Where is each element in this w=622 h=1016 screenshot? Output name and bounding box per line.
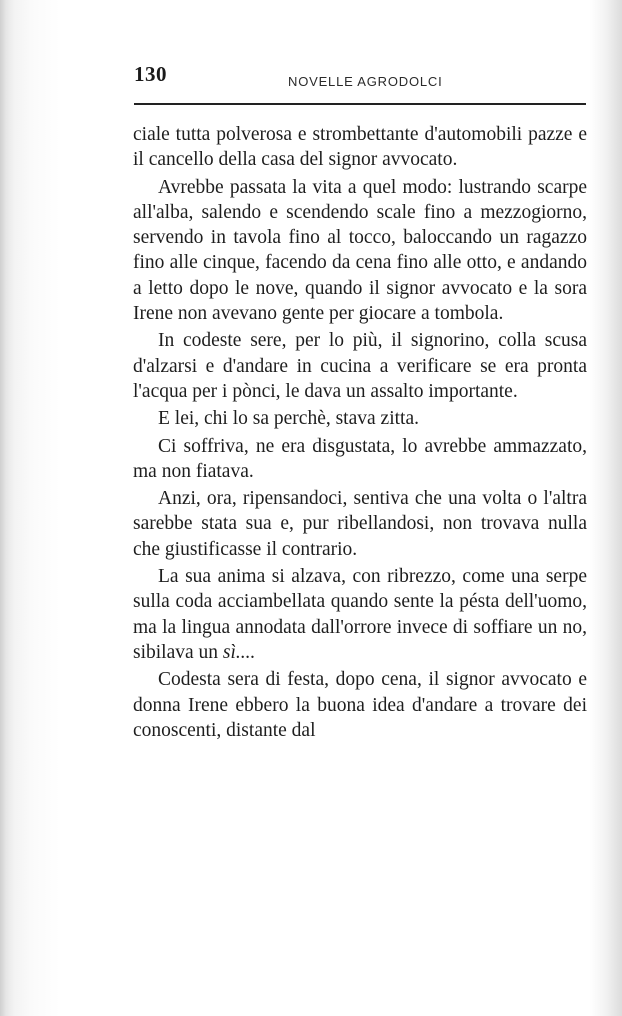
paragraph: In codeste sere, per lo più, il signorino, colla scusa d'alzarsi e d'andare in cucina a verificare se era pronta l'acqua per i pònci, le dava un assalto importante.	[133, 330, 587, 402]
paragraph: Codesta sera di festa, dopo cena, il signor avvocato e donna Irene ebbero la buona idea d'andare a trovare dei conoscenti, distante dal	[133, 669, 587, 741]
header-rule	[134, 103, 586, 105]
paragraph	[133, 564, 587, 665]
paragraph: ciale tutta polverosa e strombettante d'automobili pazze e il cancello della casa del signor avvocato.	[133, 124, 587, 171]
italic-word: sì....	[222, 641, 256, 663]
body-text	[133, 122, 587, 745]
running-title: NOVELLE AGRODOLCI	[288, 74, 443, 89]
paragraph: Avrebbe passata la vita a quel modo: lustrando scarpe all'alba, salendo e scendendo scale fino a mezzogiorno, servendo in tavola fino al tocco, baloccando un ragazzo fino alle cinque, facendo da cena fino alle otto, e andando a letto dopo le nove, quando il signor avvocato e la sora Irene non avevano gente per giocare a tombola.	[133, 176, 587, 325]
paragraph: Ci soffriva, ne era disgustata, lo avrebbe ammazzato, ma non fiatava.	[133, 435, 587, 482]
page-number: 130	[134, 62, 167, 86]
paragraph-text: La sua anima si alzava, con ribrezzo, come una serpe sulla coda acciambellata quando sente la pésta dell'uomo, ma la lingua annodata dall'orrore invece di soffiare un no, sibilava un	[133, 566, 587, 663]
paragraph: E lei, chi lo sa perchè, stava zitta.	[158, 408, 419, 430]
paragraph: Anzi, ora, ripensandoci, sentiva che una volta o l'altra sarebbe stata sua e, pur ribellandosi, non trovava nulla che giustificasse il contrario.	[133, 488, 587, 560]
